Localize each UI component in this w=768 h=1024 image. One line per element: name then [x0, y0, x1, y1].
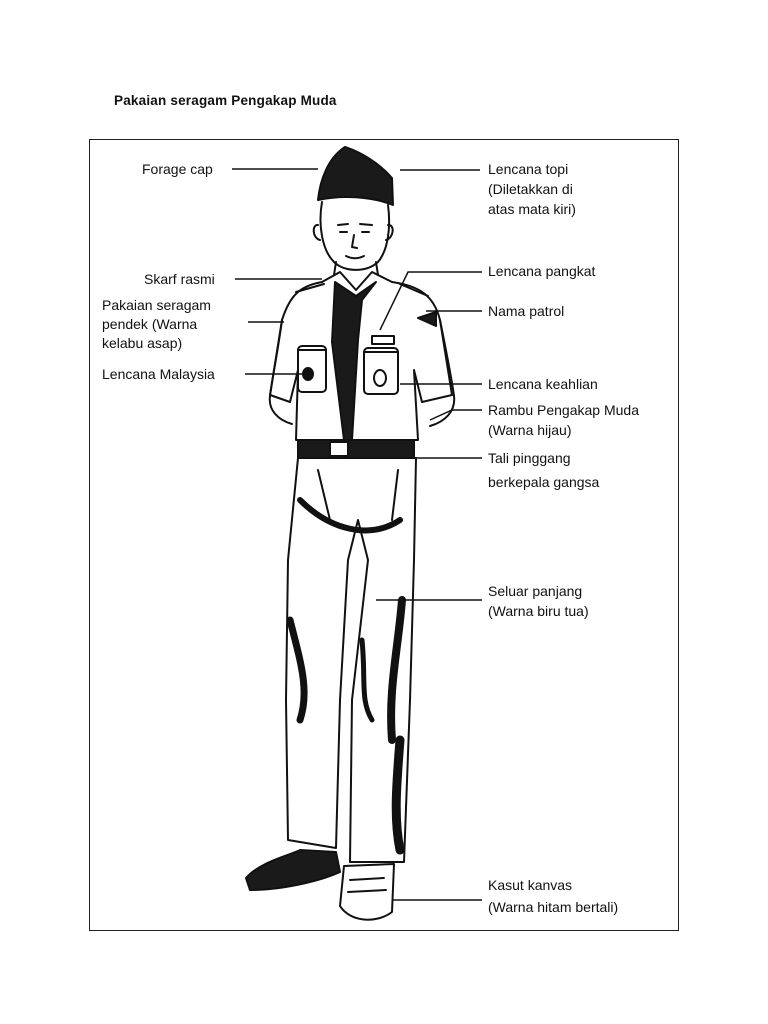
- label-seluar-line1: Seluar panjang: [488, 583, 583, 599]
- left-shoe: [246, 850, 340, 890]
- collar: [322, 272, 392, 290]
- label-pakaian-seragam-line1: Pakaian seragam: [102, 297, 211, 313]
- label-lencana-topi-line3: atas mata kiri): [488, 201, 576, 217]
- belt: [298, 440, 414, 458]
- label-rambu-line2: (Warna hijau): [488, 422, 572, 438]
- label-nama-patrol: Nama patrol: [488, 303, 565, 319]
- forage-cap: [318, 147, 393, 205]
- label-lencana-malaysia: Lencana Malaysia: [102, 366, 215, 382]
- label-kasut-line2: (Warna hitam bertali): [488, 899, 619, 915]
- label-lencana-keahlian: Lencana keahlian: [488, 376, 598, 392]
- label-tali-pinggang-line2: berkepala gangsa: [488, 474, 600, 490]
- scarf: [332, 282, 376, 440]
- label-skarf-rasmi: Skarf rasmi: [144, 271, 215, 287]
- page-title: Pakaian seragam Pengakap Muda: [114, 93, 337, 108]
- label-lencana-pangkat: Lencana pangkat: [488, 263, 596, 279]
- label-lencana-topi-line2: (Diletakkan di: [488, 181, 573, 197]
- label-pakaian-seragam-line3: kelabu asap): [102, 335, 183, 351]
- label-forage-cap: Forage cap: [142, 161, 213, 177]
- label-seluar-line2: (Warna biru tua): [488, 603, 589, 619]
- label-lencana-topi-line1: Lencana topi: [488, 161, 569, 177]
- label-kasut-line1: Kasut kanvas: [488, 877, 573, 893]
- label-rambu-line1: Rambu Pengakap Muda: [488, 402, 639, 418]
- label-tali-pinggang-line1: Tali pinggang: [488, 450, 571, 466]
- label-pakaian-seragam-line2: pendek (Warna: [102, 316, 198, 332]
